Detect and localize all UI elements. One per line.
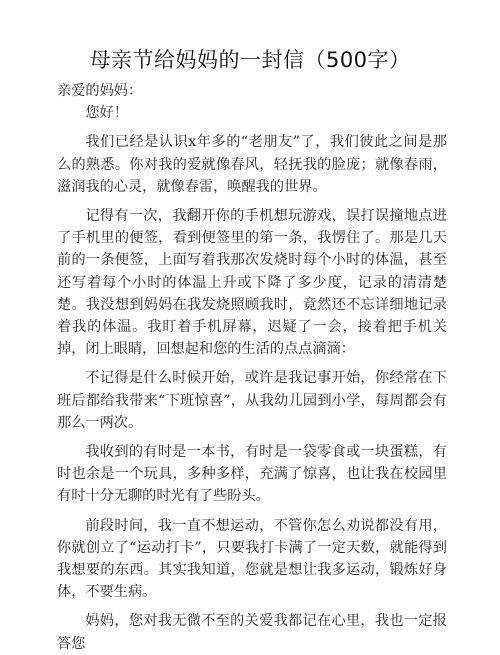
letter-paragraph: 前段时间，我一直不想运动，不管你怎么劝说都没有用，你就创立了“运动打卡”，只要我打卡满了一定天数，就能得到我想要的东西。其实我知道，您就是想让我多运动，锻炼好身体，不要生病。	[57, 517, 447, 601]
document-title: 母亲节给妈妈的一封信（500字）	[89, 48, 411, 72]
letter-paragraph: 妈妈，您对我无微不至的关爱我都记在心里，我也一定报答您	[57, 613, 447, 652]
letter-paragraph: 不记得是什么时候开始，或许是我记事开始，你经常在下班后都给我带来“下班惊喜”，从我幼儿园到小学，每周都会有那么一两次。	[57, 370, 447, 431]
letter-paragraph: 我们已经是认识x年多的“老朋友”了，我们彼此之间是那么的熟悉。你对我的爱就像春风，轻抚我的脸庞；就像春雨，滋润我的心灵，就像春雷，唤醒我的世界。	[57, 134, 447, 195]
letter-paragraph: 我收到的有时是一本书，有时是一袋零食或一块蛋糕，有时也余是一个玩具，多种多样，充满了惊喜，也让我在校园里有时十分无聊的时光有了些盼头。	[57, 444, 447, 505]
letter-paragraph: 记得有一次，我翻开你的手机想玩游戏，误打误撞地点进了手机里的便签，看到便签里的第一条，我愣住了。那是几天前的一条便签，上面写着我那次发烧时每个小时的体温，甚至还写着每个小时的体温上升或下降了多少度，记录的清清楚楚。我没想到妈妈在我发烧照顾我时，竟然还不忘详细地记录着我的体温。我盯着手机屏幕，迟疑了一会，接着把手机关掉，闭上眼睛，回想起和您的生活的点点滴滴：	[57, 208, 447, 358]
letter-salutation: 亲爱的妈妈：	[57, 83, 143, 99]
letter-greeting: 您好！	[85, 105, 128, 122]
letter-body	[57, 80, 447, 655]
